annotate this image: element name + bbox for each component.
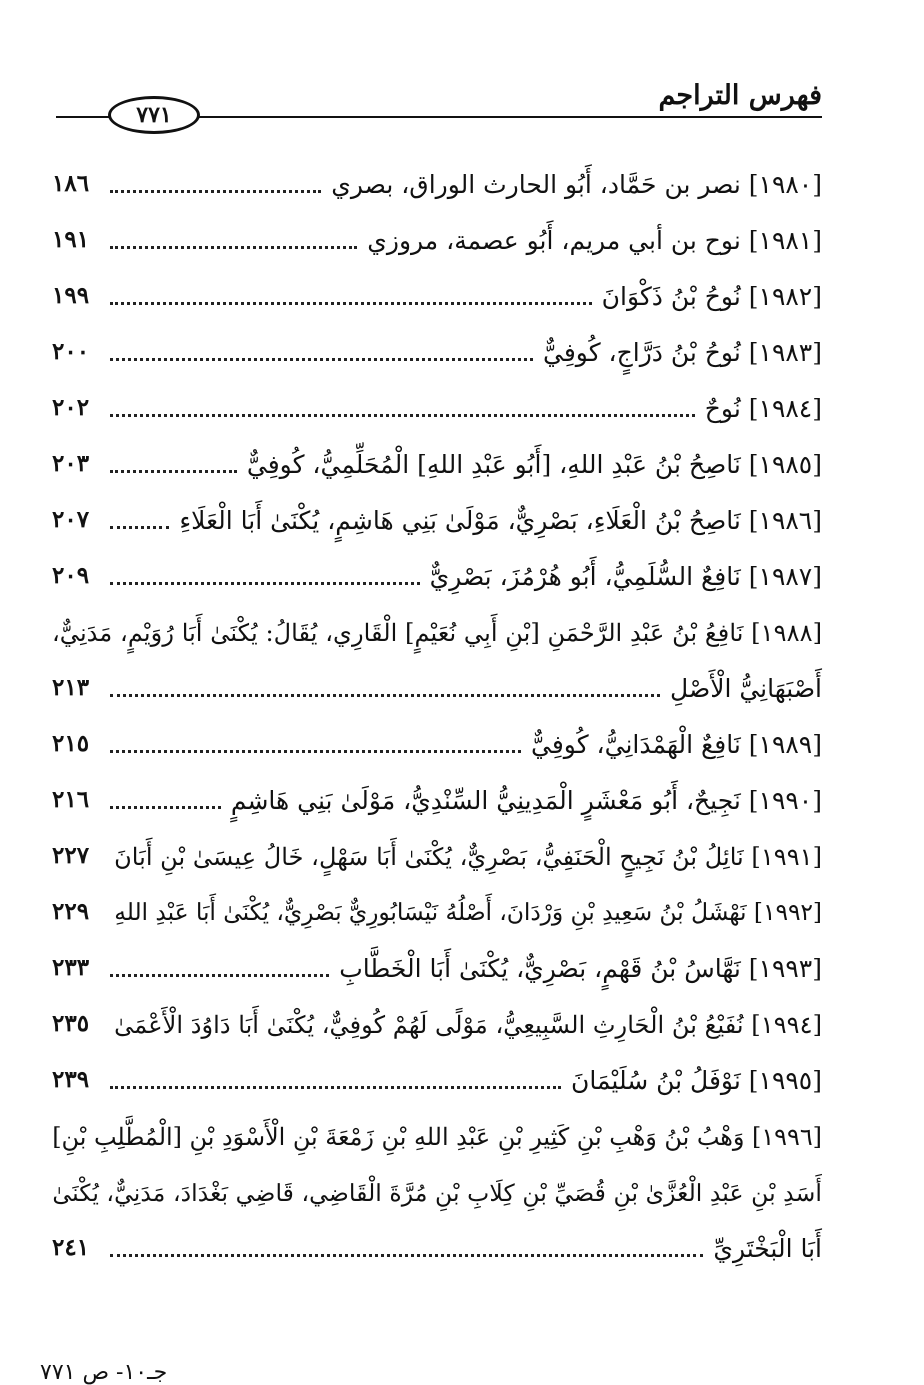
leader-dots [110, 302, 592, 305]
index-entry [52, 1056, 822, 1112]
page-header [56, 74, 822, 154]
index-entry [52, 776, 822, 832]
entry-text: [١٩٨٤] نُوحٌ [704, 394, 822, 423]
leader-dots [110, 694, 660, 697]
entry-text: [١٩٨٩] نَافِعٌ الْهَمْدَانِيُّ، كُوفِيٌّ [531, 730, 822, 759]
entry-text: [١٩٩٢] نَهْشَلُ بْنُ سَعِيدِ بْنِ وَرْدَانَ، أَصْلُهُ نَيْسَابُورِيٌّ بَصْرِيٌّ، يُكْنَىٰ أَبَا عَبْدِ اللهِ [114, 899, 822, 926]
index-entry [52, 160, 822, 216]
entry-text: [١٩٨٥] نَاصِحُ بْنُ عَبْدِ اللهِ، [أَبُو عَبْدِ اللهِ] الْمُحَلِّمِيُّ، كُوفِيٌّ [246, 450, 822, 479]
leader-dots [110, 582, 420, 585]
entry-text: [١٩٨٦] نَاصِحُ بْنُ الْعَلَاءِ، بَصْرِيٌّ، مَوْلَىٰ بَنِي هَاشِمٍ، يُكْنَىٰ أَبَا الْعَلَاءِ [179, 506, 822, 535]
entry-page-number: ٢١٣ [52, 674, 90, 701]
entry-text: [١٩٨٨] نَافِعُ بْنُ عَبْدِ الرَّحْمَنِ [بْنِ أَبِي نُعَيْمٍ] الْقَارِي، يُقَالُ: يُكْنَىٰ أَبَا رُوَيْمٍ، مَدَنِيٌّ، [51, 619, 822, 647]
leader-dots [110, 414, 695, 417]
entry-page-number: ٢٢٩ [52, 898, 90, 925]
index-entry [52, 272, 822, 328]
entry-page-number: ٢٠٩ [52, 562, 90, 589]
entry-text: [١٩٩٥] نَوْفَلُ بْنُ سُلَيْمَانَ [570, 1066, 822, 1095]
entry-text: أَصْبَهَانِيُّ الْأَصْلِ [670, 674, 822, 703]
entry-page-number: ١٩١ [52, 226, 90, 253]
index-entry [52, 944, 822, 1000]
index-entry [52, 552, 822, 608]
entry-text: [١٩٨٧] نَافِعٌ السُّلَمِيُّ، أَبُو هُرْمُزَ، بَصْرِيٌّ [429, 562, 822, 591]
index-entry [52, 1000, 822, 1056]
index-entry [52, 720, 822, 776]
leader-dots [110, 190, 321, 193]
entry-page-number: ٢١٥ [52, 730, 90, 757]
index-entry [52, 216, 822, 272]
index-entry [52, 1168, 822, 1224]
leader-dots [110, 1086, 561, 1089]
entry-page-number: ٢٠٠ [52, 338, 90, 365]
leader-dots [110, 806, 221, 809]
header-title: فهرس التراجم [658, 80, 822, 111]
leader-dots [110, 1254, 703, 1257]
leader-dots [110, 750, 521, 753]
leader-dots [110, 974, 329, 977]
entry-page-number: ١٩٩ [52, 282, 90, 309]
leader-dots [110, 470, 237, 473]
entry-page-number: ٢٣٩ [52, 1066, 90, 1093]
index-entry [52, 888, 822, 944]
index-entry [52, 496, 822, 552]
entry-text: [١٩٨١] نوح بن أبي مريم، أَبُو عصمة، مروزي [367, 226, 822, 255]
index-entries [52, 160, 822, 1280]
index-entry [52, 832, 822, 888]
index-entry [52, 608, 822, 664]
entry-page-number: ٢٣٣ [52, 954, 90, 981]
index-entry [52, 384, 822, 440]
entry-page-number: ٢٠٢ [52, 394, 90, 421]
entry-text: [١٩٨٢] نُوحُ بْنُ ذَكْوَانَ [601, 282, 822, 311]
index-entry [52, 1224, 822, 1280]
entry-text: [١٩٩٣] نَهَّاسُ بْنُ قَهْمٍ، بَصْرِيٌّ، يُكْنَىٰ أَبَا الْخَطَّابِ [339, 954, 822, 983]
leader-dots [110, 246, 357, 249]
entry-page-number: ٢٢٧ [52, 842, 90, 869]
entry-page-number: ٢٠٧ [52, 506, 90, 533]
entry-text: [١٩٩١] نَائِلُ بْنُ نَجِيحٍ الْحَنَفِيُّ، بَصْرِيٌّ، يُكْنَىٰ أَبَا سَهْلٍ، خَالُ عِيسَىٰ بْنِ أَبَانَ [114, 843, 822, 871]
index-entry [52, 440, 822, 496]
entry-page-number: ١٨٦ [52, 170, 90, 197]
index-entry [52, 664, 822, 720]
entry-text: أَسَدِ بْنِ عَبْدِ الْعُزَّىٰ بْنِ قُصَيِّ بْنِ كِلَابِ بْنِ مُرَّةَ الْقَاضِي، قَاضِي بَغْدَادَ، مَدَنِيٌّ، يُكْنَىٰ [52, 1179, 822, 1207]
entry-text: [١٩٩٠] نَجِيحٌ، أَبُو مَعْشَرٍ الْمَدِينِيُّ السِّنْدِيُّ، مَوْلَىٰ بَنِي هَاشِمٍ [230, 786, 822, 815]
entry-text: [١٩٨٣] نُوحُ بْنُ دَرَّاجٍ، كُوفِيٌّ [543, 338, 822, 367]
leader-dots [110, 358, 533, 361]
entry-page-number: ٢٤١ [52, 1234, 90, 1261]
entry-text: [١٩٩٦] وَهْبُ بْنُ وَهْبِ بْنِ كَثِيرِ بْنِ عَبْدِ اللهِ بْنِ زَمْعَةَ بْنِ الْأَسْوَدِ بْنِ [الْمُطَّلِبِ بْنِ] [52, 1123, 822, 1151]
index-entry [52, 328, 822, 384]
entry-text: أَبَا الْبَخْتَرِيِّ [713, 1234, 822, 1263]
entry-page-number: ٢٣٥ [52, 1010, 90, 1037]
entry-text: [١٩٩٤] نُفَيْعُ بْنُ الْحَارِثِ السَّبِيعِيُّ، مَوْلًى لَهُمْ كُوفِيٌّ، يُكْنَىٰ أَبَا دَاوُدَ الْأَعْمَىٰ [114, 1011, 822, 1039]
entry-page-number: ٢١٦ [52, 786, 90, 813]
leader-dots [110, 526, 169, 529]
entry-page-number: ٢٠٣ [52, 450, 90, 477]
page-number-oval: ٧٧١ [108, 96, 200, 134]
page-footer: جـ١٠- ص ٧٧١ [40, 1360, 168, 1385]
index-entry [52, 1112, 822, 1168]
entry-text: [١٩٨٠] نصر بن حَمَّاد، أَبُو الحارث الوراق، بصري [331, 170, 822, 199]
